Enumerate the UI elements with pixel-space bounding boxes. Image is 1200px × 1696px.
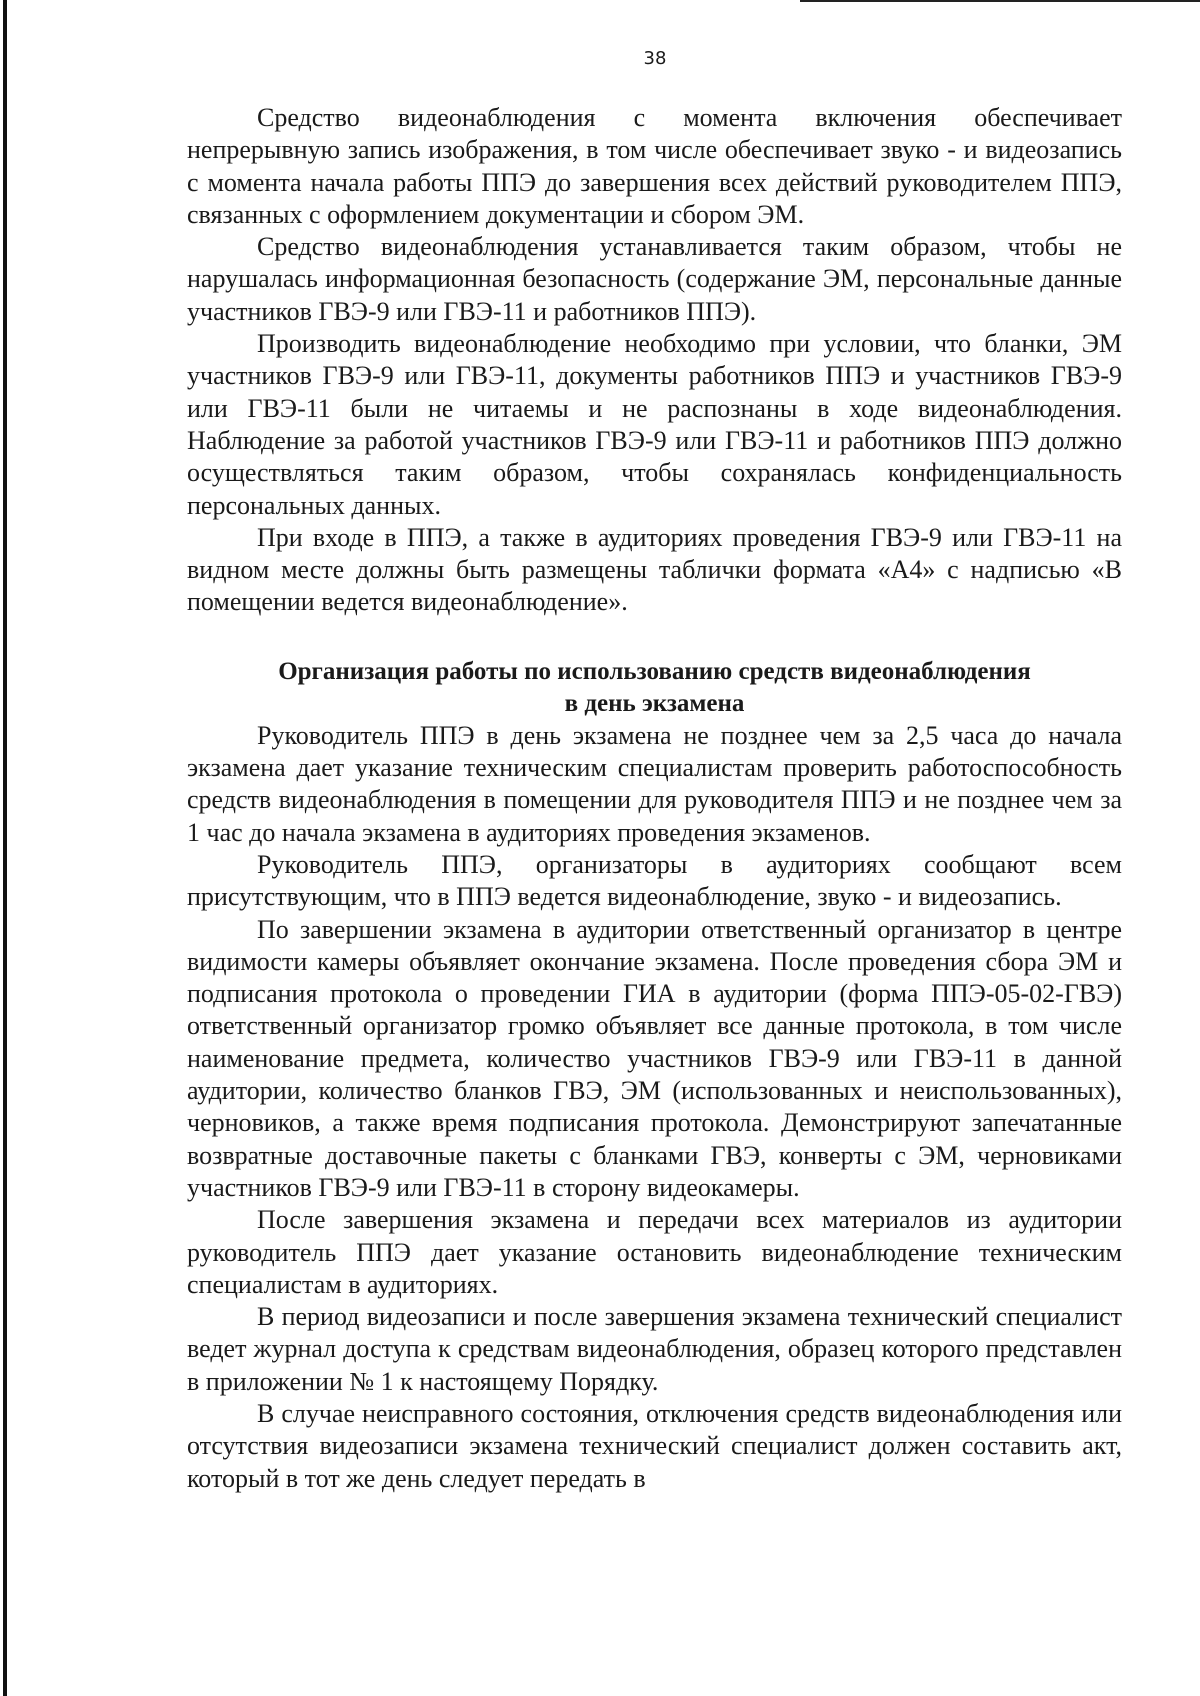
section-heading-line-2: в день экзамена	[564, 689, 745, 717]
section-heading-line-1: Организация работы по использованию средств видеонаблюдения	[278, 657, 1031, 685]
paragraph: Средство видеонаблюдения устанавливается таким образом, чтобы не нарушалась информационная безопасность (содержание ЭМ, персональные данные участников ГВЭ-9 или ГВЭ-11 и работников ППЭ).	[187, 232, 1122, 326]
paragraph: Средство видеонаблюдения с момента включения обеспечивает непрерывную запись изображения, в том числе обеспечивает звуко - и видеозапись с момента начала работы ППЭ до завершения всех действий руководителем ППЭ, связанных с оформлением документации и сбором ЭМ.	[187, 103, 1122, 229]
paragraph: В период видеозаписи и после завершения экзамена технический специалист ведет журнал доступа к средствам видеонаблюдения, образец которого представлен в приложении № 1 к настоящему Порядку.	[187, 1302, 1122, 1396]
section-heading	[187, 656, 1122, 720]
paragraph: По завершении экзамена в аудитории ответственный организатор в центре видимости камеры объявляет окончание экзамена. После проведения сбора ЭМ и подписания протокола о проведении ГИА в аудитории (форма ППЭ-05-02-ГВЭ) ответственный организатор громко объявляет все данные протокола, в том числе наименование предмета, количество участников ГВЭ-9 или ГВЭ-11 в данной аудитории, количество бланков ГВЭ, ЭМ (использованных и неиспользованных), черновиков, а также время подписания протокола. Демонстрируют запечатанные возвратные доставочные пакеты с бланками ГВЭ, конверты с ЭМ, черновиками участников ГВЭ-9 или ГВЭ-11 в сторону видеокамеры.	[187, 914, 1122, 1202]
paragraph: Производить видеонаблюдение необходимо при условии, что бланки, ЭМ участников ГВЭ-9 или ГВЭ-11, документы работников ППЭ и участников ГВЭ-9 или ГВЭ-11 были не читаемы и не распознаны в ходе видеонаблюдения. Наблюдение за работой участников ГВЭ-9 или ГВЭ-11 и работников ППЭ должно осуществляться таким образом, чтобы сохранялась конфиденциальность персональных данных.	[187, 329, 1122, 520]
paragraph: После завершения экзамена и передачи всех материалов из аудитории руководитель ППЭ дает указание остановить видеонаблюдение техническим специалистам в аудиториях.	[187, 1205, 1122, 1299]
document-body	[187, 102, 1122, 1495]
scan-edge-top	[800, 0, 1200, 2]
paragraph: Руководитель ППЭ в день экзамена не позднее чем за 2,5 часа до начала экзамена дает указание техническим специалистам проверить работоспособность средств видеонаблюдения в помещении для руководителя ППЭ и не позднее чем за 1 час до начала экзамена в аудиториях проведения экзаменов.	[187, 720, 1122, 847]
paragraph: При входе в ППЭ, а также в аудиториях проведения ГВЭ-9 или ГВЭ-11 на видном месте должны быть размещены таблички формата «А4» с надписью «В помещении ведется видеонаблюдение».	[187, 522, 1122, 617]
page-number: 38	[643, 48, 667, 69]
paragraph: В случае неисправного состояния, отключения средств видеонаблюдения или отсутствия видеозаписи экзамена технический специалист должен составить акт, который в тот же день следует передать в	[187, 1398, 1122, 1493]
paragraph: Руководитель ППЭ, организаторы в аудиториях сообщают всем присутствующим, что в ППЭ ведется видеонаблюдение, звуко - и видеозапись.	[187, 849, 1122, 912]
scan-edge-left	[3, 0, 7, 1696]
